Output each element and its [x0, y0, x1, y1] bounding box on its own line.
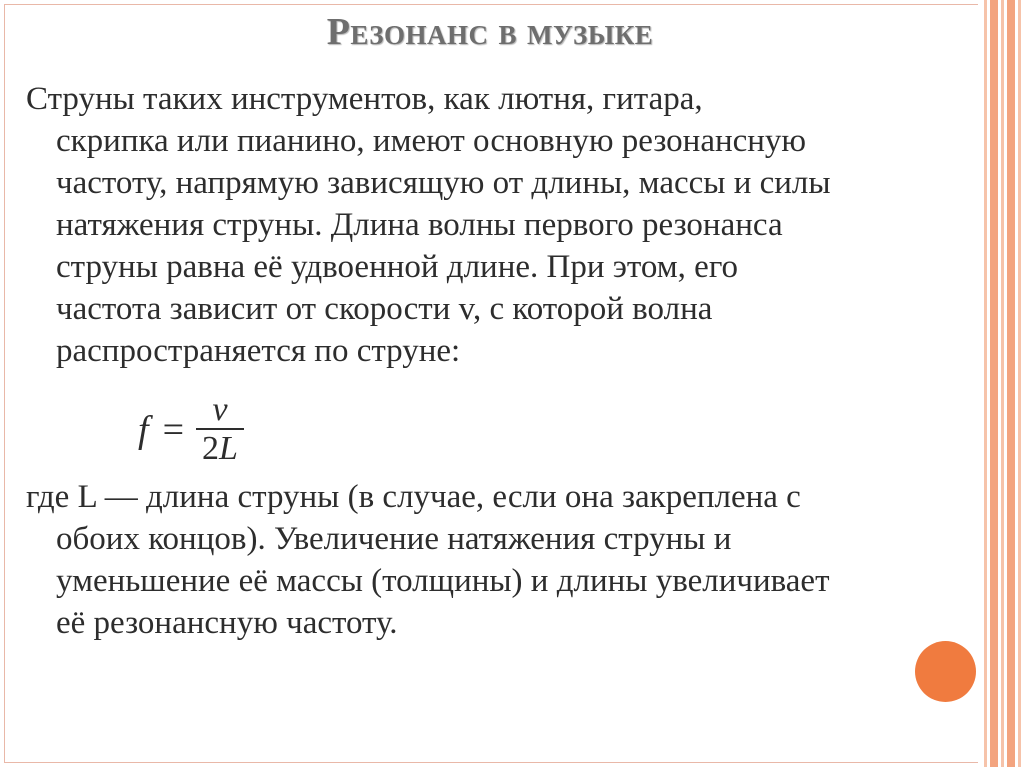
paragraph-line: частота зависит от скорости v, с которой волна — [56, 291, 713, 327]
paragraph-line: обоих концов). Увеличение натяжения струны и — [56, 521, 732, 557]
paragraph-line: скрипка или пианино, имеют основную резонансную — [56, 123, 807, 159]
formula-denominator-coef: 2 — [202, 430, 220, 467]
paragraph-line: её резонансную частоту. — [56, 605, 398, 641]
formula-denominator — [202, 430, 238, 468]
paragraph-line: распространяется по струне: — [56, 333, 461, 369]
paragraph-line: частоту, напрямую зависящую от длины, массы и силы — [56, 165, 831, 201]
formula-numerator: v — [212, 391, 228, 428]
page-title: Резонанс в музыке — [326, 11, 654, 53]
orange-circle-decoration — [915, 641, 976, 702]
frequency-formula — [138, 392, 244, 468]
paragraph-line: где L — длина струны (в случае, если она закреплена с — [26, 479, 801, 515]
paragraph-line: натяжения струны. Длина волны первого резонанса — [56, 207, 783, 243]
formula-lhs: f — [138, 409, 149, 451]
paragraph-1 — [26, 78, 976, 372]
decorative-stripes — [978, 0, 1024, 767]
formula-denominator-var: L — [219, 430, 238, 467]
paragraph-2 — [26, 476, 976, 644]
paragraph-line: Струны таких инструментов, как лютня, гитара, — [26, 81, 703, 117]
paragraph-line: уменьшение её массы (толщины) и длины увеличивает — [56, 563, 830, 599]
formula-fraction — [196, 392, 244, 468]
paragraph-line: струны равна её удвоенной длине. При этом, его — [56, 249, 739, 285]
formula-equals: = — [162, 409, 184, 451]
